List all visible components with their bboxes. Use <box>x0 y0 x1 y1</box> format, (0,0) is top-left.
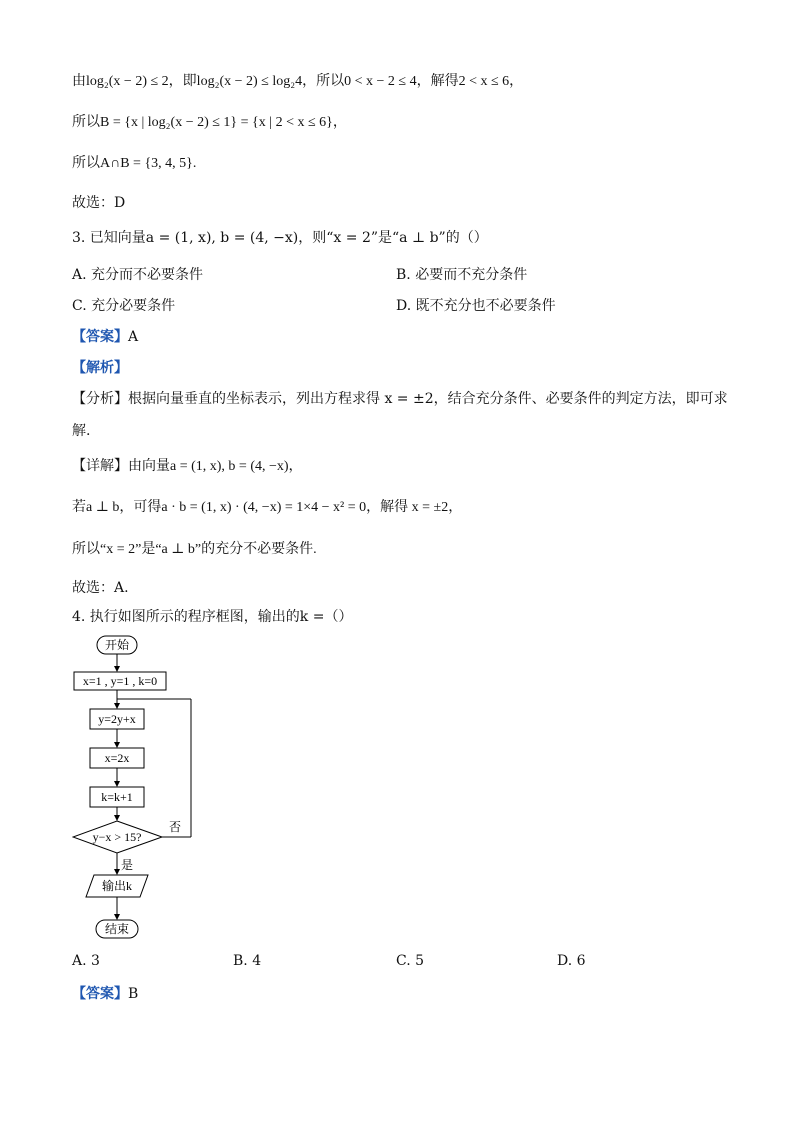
sol2-line2: 所以B = {x | log₂(x − 2) ≤ 1} = {x | 2 < x ≤ 6}， <box>72 115 347 130</box>
q3-answer: A <box>128 329 139 345</box>
q3-choose: 故选：A. <box>72 580 129 596</box>
q3-option-b: B. 必要而不充分条件 <box>396 267 528 283</box>
q4-option-d: D. 6 <box>557 953 586 969</box>
fenxi-tag: 【分析】 <box>72 391 128 407</box>
no-label: 否 <box>169 820 182 834</box>
q3-option-d: D. 既不充分也不必要条件 <box>396 298 556 314</box>
program-flowchart <box>72 630 222 945</box>
q4-option-a: A. 3 <box>72 953 100 969</box>
answer-tag: 【答案】 <box>72 329 128 345</box>
q4-option-c: C. 5 <box>396 953 425 969</box>
q3-answer-line <box>72 327 138 347</box>
q3-analysis-line <box>72 358 128 378</box>
step2-label: x=2x <box>104 751 130 765</box>
xiangjie-text: 由向量a = (1, x), b = (4, −x)， <box>128 459 303 474</box>
output-label: 输出k <box>101 879 133 893</box>
q4-stem: 4. 执行如图所示的程序框图，输出的k =（） <box>72 609 353 625</box>
q3-option-a: A. 充分而不必要条件 <box>72 267 204 283</box>
init-label: x=1 , y=1 , k=0 <box>82 674 158 688</box>
step1-label: y=2y+x <box>98 712 136 726</box>
sol2-choose: 故选：D <box>72 195 126 211</box>
xiangjie-tag: 【详解】 <box>72 458 128 474</box>
step3-label: k=k+1 <box>101 790 133 804</box>
fenxi-text: 根据向量垂直的坐标表示，列出方程求得 x = ±2，结合充分条件、必要条件的判定方法，即可求 <box>128 391 728 407</box>
q4-answer: B <box>128 986 139 1002</box>
q3-xiangjie-line <box>72 456 303 477</box>
q4-answer-line <box>72 984 138 1004</box>
q3-line-so: 所以“x = 2”是“a ⊥ b”的充分不必要条件. <box>72 542 317 557</box>
q3-fenxi-line2: 解. <box>72 423 91 439</box>
start-label: 开始 <box>104 638 130 652</box>
q3-fenxi-line <box>72 389 728 409</box>
q3-line-if: 若a ⊥ b，可得a · b = (1, x) · (4, −x) = 1×4 − x² = 0，解得 x = ±2， <box>72 500 463 515</box>
q4-answer-tag: 【答案】 <box>72 986 128 1002</box>
yes-label: 是 <box>121 858 134 872</box>
end-label: 结束 <box>104 922 130 936</box>
analysis-tag: 【解析】 <box>72 360 128 376</box>
decision-label: y−x > 15? <box>92 830 142 844</box>
sol2-line3: 所以A∩B = {3, 4, 5}. <box>72 156 197 171</box>
q3-option-c: C. 充分必要条件 <box>72 298 176 314</box>
q3-stem: 3. 已知向量a = (1, x), b = (4, −x)，则“x = 2”是“a ⊥ b”的（） <box>72 230 488 246</box>
sol2-line1: 由log₂(x − 2) ≤ 2，即log₂(x − 2) ≤ log₂4，所以0 < x − 2 ≤ 4，解得2 < x ≤ 6， <box>72 74 524 89</box>
q4-option-b: B. 4 <box>233 953 262 969</box>
